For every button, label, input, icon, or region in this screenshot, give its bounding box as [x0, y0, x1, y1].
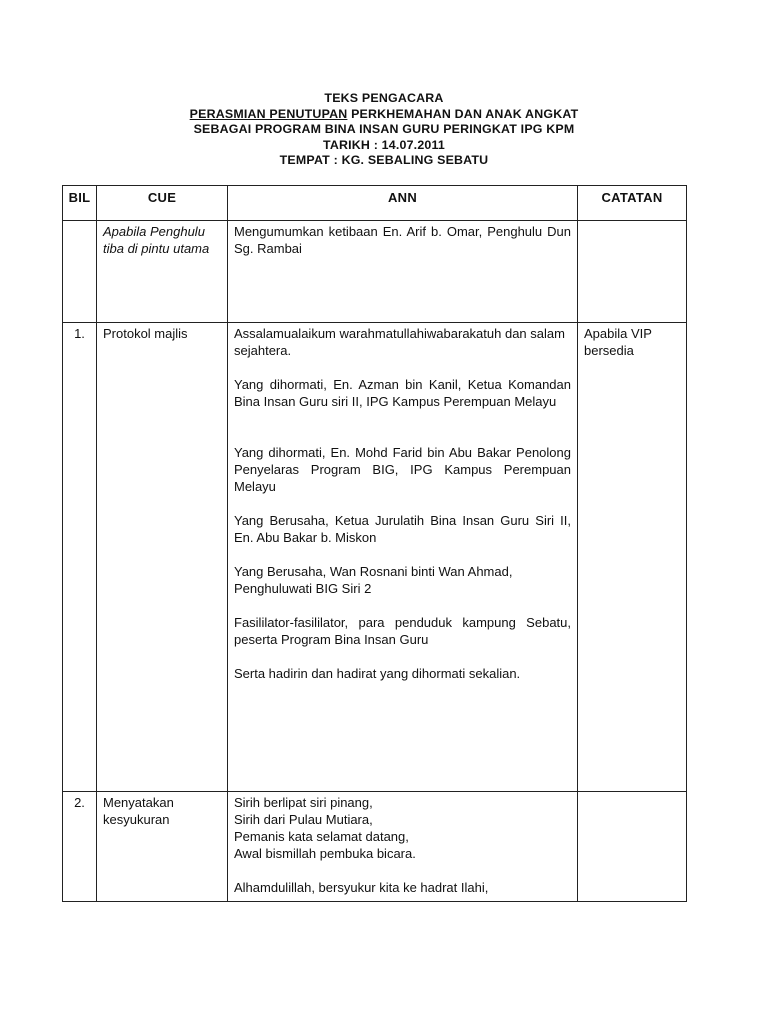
- ann-paragraph: Yang Berusaha, Ketua Jurulatih Bina Insan Guru Siri II, En. Abu Bakar b. Miskon: [234, 513, 571, 545]
- table-row: [63, 792, 687, 902]
- cell-bil: 1.: [63, 323, 97, 792]
- ann-paragraph: Serta hadirin dan hadirat yang dihormati sekalian.: [234, 666, 521, 681]
- heading-event: [0, 107, 768, 123]
- cell-ann: [228, 221, 578, 323]
- ann-paragraph: Yang dihormati, En. Mohd Farid bin Abu Bakar Penolong Penyelaras Program BIG, IPG Kampus Perempuan Melayu: [234, 445, 571, 494]
- heading-event-rest: PERKHEMAHAN DAN ANAK ANGKAT: [347, 106, 579, 121]
- document-heading: [0, 91, 768, 169]
- header-catatan: CATATAN: [578, 186, 687, 221]
- verse-line: Sirih berlipat siri pinang,: [234, 795, 373, 810]
- cell-cue: Apabila Penghulu tiba di pintu utama: [97, 221, 228, 323]
- ann-paragraph: Fasililator-fasililator, para penduduk kampung Sebatu, peserta Program Bina Insan Guru: [234, 615, 571, 647]
- ann-paragraph: Assalamualaikum warahmatullahiwabarakatuh dan salam sejahtera.: [234, 326, 565, 358]
- heading-program: SEBAGAI PROGRAM BINA INSAN GURU PERINGKAT IPG KPM: [193, 122, 575, 137]
- cell-bil: [63, 221, 97, 323]
- table-row: [63, 323, 687, 792]
- cell-catatan: Apabila VIP bersedia: [578, 323, 687, 792]
- ann-paragraph: Yang dihormati, En. Azman bin Kanil, Ketua Komandan Bina Insan Guru siri II, IPG Kampus Perempuan Melayu: [234, 377, 571, 409]
- verse-line: Sirih dari Pulau Mutiara,: [234, 812, 373, 827]
- verse-line: Awal bismillah pembuka bicara.: [234, 846, 416, 861]
- cell-cue: Menyatakan kesyukuran: [97, 792, 228, 902]
- script-table: [62, 185, 687, 902]
- header-cue: CUE: [97, 186, 228, 221]
- heading-venue: TEMPAT : KG. SEBALING SEBATU: [279, 153, 489, 168]
- heading-event-underlined: PERASMIAN PENUTUPAN: [189, 106, 348, 121]
- header-bil: BIL: [63, 186, 97, 221]
- cell-catatan: [578, 221, 687, 323]
- heading-title: TEKS PENGACARA: [324, 91, 444, 105]
- ann-verse: [234, 794, 571, 862]
- cell-ann: [228, 323, 578, 792]
- cell-catatan: [578, 792, 687, 902]
- cell-cue: Protokol majlis: [97, 323, 228, 792]
- heading-date: TARIKH : 14.07.2011: [322, 137, 446, 152]
- verse-line: Pemanis kata selamat datang,: [234, 829, 409, 844]
- table-header-row: [63, 186, 687, 221]
- ann-paragraph: Alhamdulillah, bersyukur kita ke hadrat Ilahi,: [234, 880, 489, 895]
- table-row: [63, 221, 687, 323]
- ann-paragraph: Yang Berusaha, Wan Rosnani binti Wan Ahmad, Penghuluwati BIG Siri 2: [234, 564, 513, 596]
- cell-bil: 2.: [63, 792, 97, 902]
- cell-ann: [228, 792, 578, 902]
- header-ann: ANN: [228, 186, 578, 221]
- ann-paragraph: Mengumumkan ketibaan En. Arif b. Omar, Penghulu Dun Sg. Rambai: [234, 224, 571, 256]
